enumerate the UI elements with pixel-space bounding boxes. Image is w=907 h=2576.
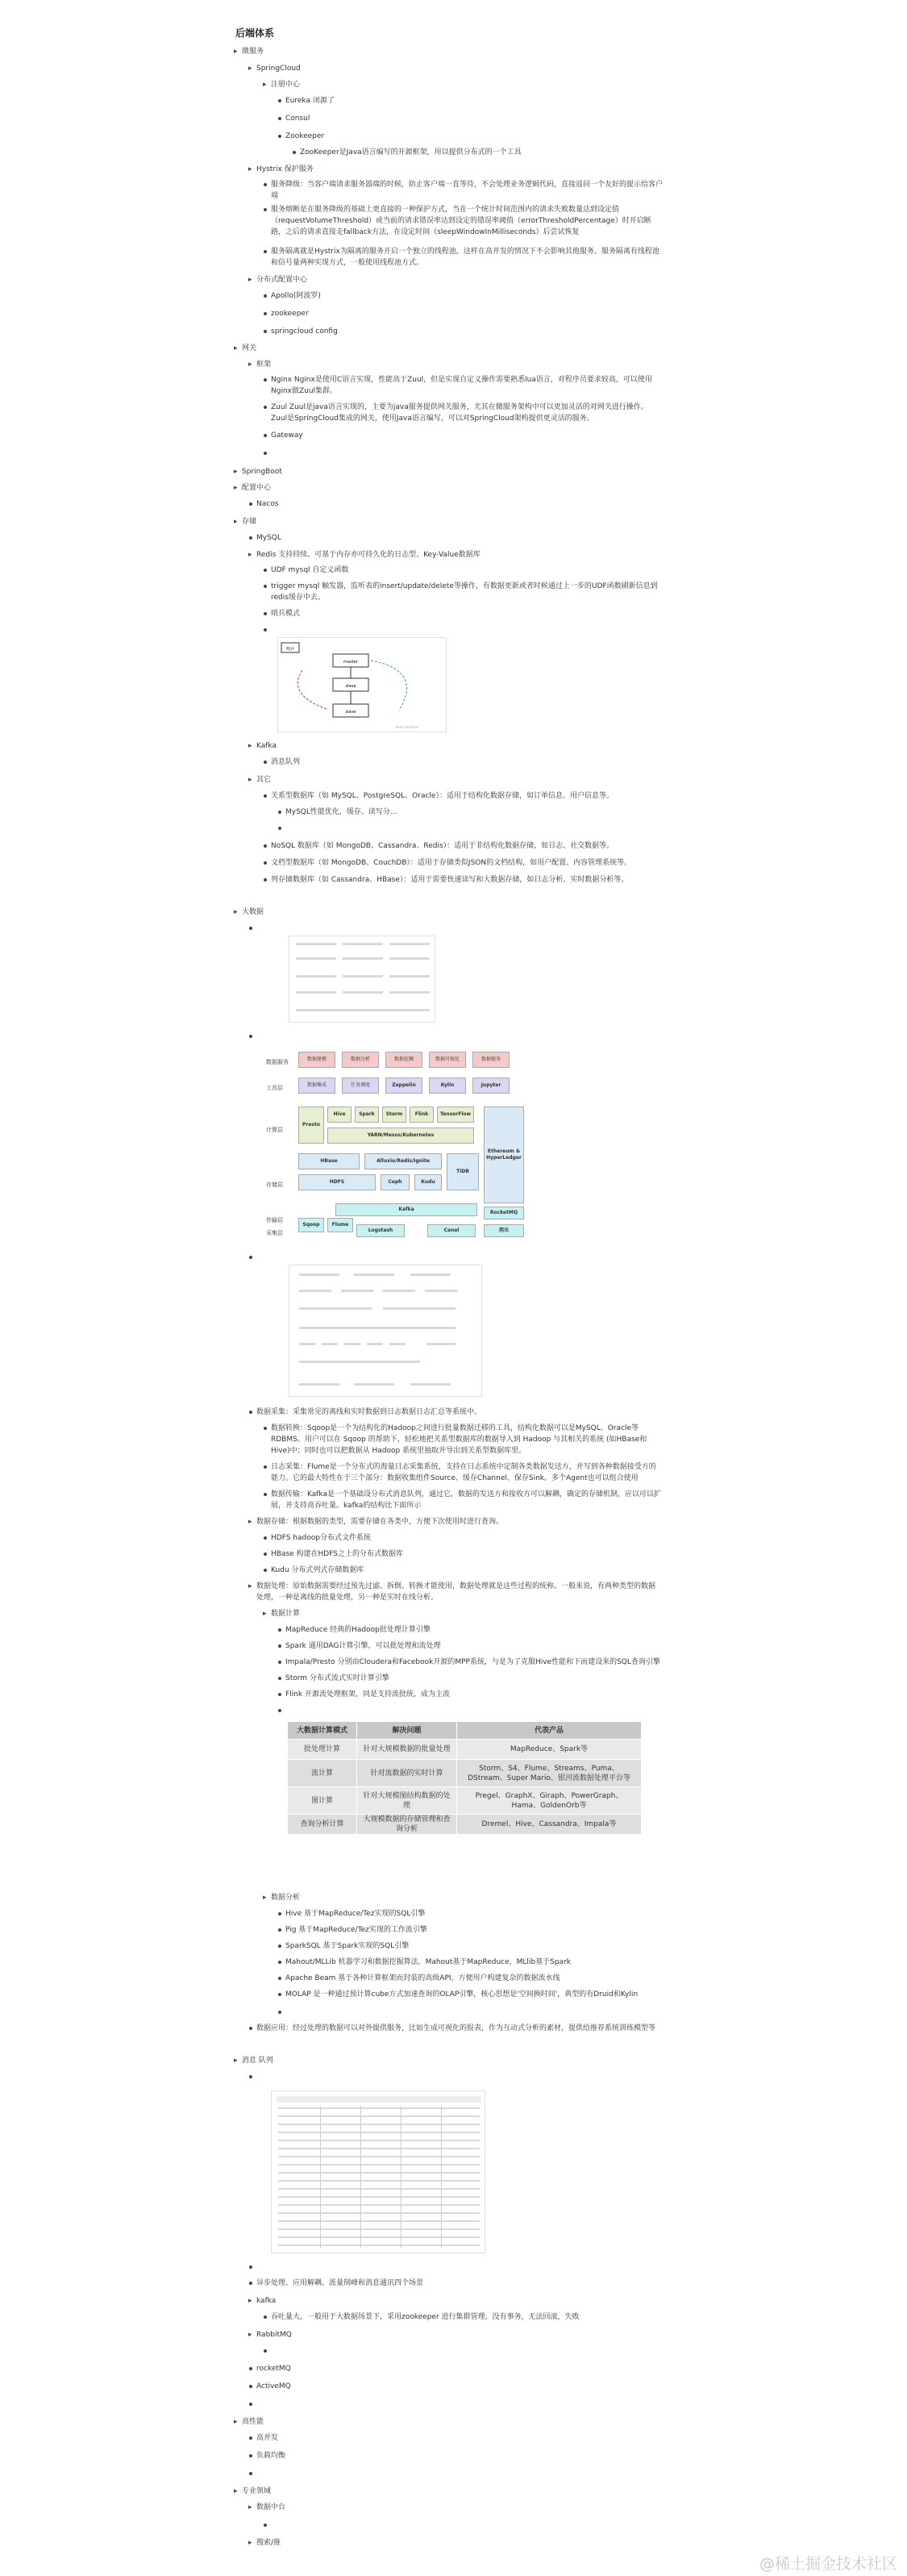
- outline-calc[interactable]: ▸ 数据计算: [271, 1608, 300, 1619]
- collect-box: Sqoop: [298, 1218, 324, 1232]
- replication-line: [371, 661, 406, 711]
- row-label: 采集层: [266, 1230, 283, 1236]
- table-cell: MapReduce、Spark等: [457, 1740, 642, 1760]
- sentinel-svg: [278, 638, 447, 733]
- row-label: 传输层: [266, 1217, 283, 1223]
- list-item: 消息队列: [271, 758, 301, 766]
- redis-sentinel-diagram: [277, 637, 447, 732]
- table-row: [288, 1787, 642, 1815]
- watermark: @稀土掘金技术社区: [759, 2555, 897, 2573]
- bigdata-stack-diagram: [266, 1045, 532, 1244]
- row-label: 数据服务: [266, 1059, 289, 1065]
- outline-redis[interactable]: ▸ Redis 支持持续、可基于内存亦可持久化的日志型、Key-Value数据库: [256, 549, 481, 561]
- storage-box: TiDB: [447, 1153, 479, 1190]
- outline-kafka[interactable]: ▸ Kafka: [256, 740, 277, 752]
- sentinel-label: 哨兵: [285, 647, 295, 652]
- list-item: NoSQL 数据库（如 MongoDB、Cassandra、Redis）：适用于非结构化数据存储，如日志、社交数据等。: [271, 840, 663, 852]
- list-item: Spark 通用DAG计算引擎，可以批处理和流处理: [285, 1642, 441, 1650]
- outline-hystrix[interactable]: ▸ Hystrix 保护服务: [256, 164, 314, 175]
- outline-search[interactable]: ▸ 搜索/推: [256, 2537, 281, 2549]
- outline-storage[interactable]: ▸ 存储: [242, 516, 256, 527]
- table-header: 代表产品: [457, 1722, 642, 1740]
- list-item: zookeeper: [271, 310, 309, 318]
- table-row: [288, 1740, 642, 1760]
- list-item: SparkSQL 基于Spark实现的SQL引擎: [285, 1942, 410, 1950]
- list-item: 文档型数据库（如 MongoDB、CouchDB）：适用于存储类似JSON的文档结构，如用户配置、内容管理系统等。: [271, 857, 663, 869]
- bigdata-architecture-figure: [289, 936, 435, 1023]
- table-cell: 流计算: [288, 1760, 357, 1787]
- caption: Redis Sentinel: [395, 725, 419, 729]
- list-item: Nginx Nginx是使用C语言实现，性能高于Zuul，但是实现自定义操作需要熟悉lua语言，对程序员要求较高，可以使用Nginx做Zuul集群。: [271, 374, 663, 397]
- list-item: MySQL性能优化，缓存、读写分...: [285, 808, 397, 816]
- outline-gateway[interactable]: ▸ 网关: [242, 343, 256, 354]
- chain-box: Ethereum & HyperLedger: [484, 1107, 524, 1203]
- master-label: master: [343, 660, 358, 665]
- list-item: springcloud config: [271, 327, 338, 336]
- list-item: Pig 基于MapReduce/Tez实现的工作流引擎: [285, 1926, 427, 1934]
- tool-box: Zeppelin: [385, 1078, 422, 1094]
- list-item: 吞吐量大，一般用于大数据场景下，采用zookeeper 进行集群管理，没有事务，无法回滚，失败: [271, 2313, 580, 2321]
- list-item: HDFS hadoop分布式文件系统: [271, 1534, 371, 1542]
- outline-cfgcenter[interactable]: ▸ 配置中心: [242, 482, 271, 494]
- service-box: 数据分析: [342, 1052, 379, 1068]
- list-item: 服务熔断是在服务降级的基础上更直接的一种保护方式，当在一个统计时间范围内的请求失败数量达到设定值（requestVolumeThreshold）或当前的请求错误率达到设定的错误率阈值（errorThresholdPercentage）时开启断路，之后的请求直接走fallback方法，在设定时间（sleepWindowInMilliseconds）后尝试恢复: [271, 204, 663, 238]
- list-item: 服务降级：当客户端请求服务器端的时候，防止客户端一直等待，不会处理业务逻辑代码，直接返回一个友好的提示给客户端: [271, 181, 664, 200]
- collect-box: Canal: [427, 1224, 476, 1237]
- storage-box: Alluxio/Redis/Ignite: [364, 1153, 442, 1169]
- list-item: 负载均衡: [256, 2452, 286, 2460]
- outline-kafka2[interactable]: ▸ kafka: [256, 2295, 276, 2307]
- table-cell: 大规模数据的存储管理和查询分析: [357, 1815, 457, 1835]
- compute-box: Spark: [355, 1107, 379, 1123]
- transport-box: Kafka: [335, 1203, 477, 1216]
- outline-rabbitmq[interactable]: ▸ RabbitMQ: [256, 2329, 292, 2340]
- outline-others[interactable]: ▸ 其它: [256, 774, 271, 786]
- compute-box: Flink: [410, 1107, 434, 1123]
- storage-box: HDFS: [298, 1174, 376, 1190]
- list-item: 服务隔离就是Hystrix为隔离的服务开启一个独立的线程池，这样在高并发的情况下不会影响其他服务。服务隔离有线程池和信号量两种实现方式，一般使用线程池方式。: [271, 246, 663, 269]
- table-cell: 针对大规模图结构数据的处理: [357, 1787, 457, 1815]
- list-item: rocketMQ: [256, 2365, 291, 2373]
- compute-box: YARN/Mesos/Kubernetes: [327, 1128, 474, 1144]
- service-box: 数据建模: [298, 1052, 335, 1068]
- outline-config[interactable]: ▸ 分布式配置中心: [256, 274, 307, 286]
- list-item: MapReduce 经典的Hadoop批处理计算引擎: [285, 1626, 431, 1634]
- list-item: Gateway: [271, 431, 303, 440]
- list-item: MySQL: [256, 534, 281, 542]
- list-item: 哨兵模式: [271, 610, 301, 618]
- table-cell: Dremel、Hive、Cassandra、Impala等: [457, 1815, 642, 1835]
- heartbeat-line: [297, 670, 327, 709]
- transport-box: RocketMQ: [484, 1207, 524, 1219]
- outline-pro[interactable]: ▸ 专业领域: [242, 2486, 271, 2497]
- list-item: 列存储数据库（如 Cassandra、HBase）：适用于需要快速读写和大数据存储，如日志分析、实时数据分析等。: [271, 874, 663, 886]
- list-item: 异步处理、应用解耦、流量削峰和消息通讯四个场景: [256, 2279, 424, 2287]
- list-item: Apollo(阿波罗): [271, 292, 321, 300]
- row-label: 存储层: [266, 1182, 283, 1188]
- list-item: 数据传输：Kafka是一个基础设分布式消息队列，通过它，数据的发送方和接收方可以解耦，确定的存储机制，应以可以扩展，并支持高吞吐量。kafka的结构比下面所示: [271, 1490, 661, 1510]
- list-item: Kudu 分布式列式存储数据库: [271, 1566, 364, 1574]
- storage-box: HBase: [298, 1153, 360, 1169]
- list-item: Zuul Zuul是java语言实现的，主要为java服务提供网关服务，尤其在微服务架构中可以更加灵活的对网关进行操作。Zuul是SpringCloud集成的网关，使用Java语言编写，可以对SpringCloud架构提供更灵活的服务。: [271, 402, 663, 424]
- outline-dataplat[interactable]: ▸ 数据中台: [256, 2502, 285, 2513]
- list-item: trigger mysql 触发器，监听表的insert/update/delete等操作，有数据更新或者时候通过上一步的UDF函数刷新信息到redis缓存中去。: [271, 581, 663, 603]
- list-item: Zookeeper: [285, 132, 325, 140]
- list-item: Consul: [285, 115, 310, 123]
- list-item: 高并发: [256, 2434, 279, 2442]
- compute-box: TensorFlow: [437, 1107, 474, 1123]
- outline-store[interactable]: ▸ 数据存储：根据数据的类型，需要存储在各类中，方便下次使用时进行查询。: [256, 1516, 503, 1528]
- outline-springcloud[interactable]: ▸ SpringCloud: [256, 63, 301, 74]
- table-header: 解决问题: [357, 1722, 457, 1740]
- tool-box: Jupyter: [472, 1078, 510, 1094]
- tool-box: Kylin: [429, 1078, 466, 1094]
- list-item: Nacos: [256, 500, 279, 508]
- table-row: [288, 1815, 642, 1835]
- row-label: 工具层: [266, 1085, 283, 1091]
- page-title: 后端体系: [235, 27, 275, 39]
- list-item: 数据转换：Sqoop是一个为结构化的Hadoop之间进行批量数据迁移的工具，结构化数据可以是MySQL、Oracle等RDBMS。用户可以在 Sqoop 的帮助下，轻松地把关系型数据库的数据导入到 Hadoop 与其相关的系统 (如HBase和Hive)中；同时也可以把数据从 Hadoop 系统里抽取并导出到关系型数据库里。: [271, 1423, 663, 1457]
- outline-gw-frame[interactable]: ▸ 框架: [256, 359, 271, 370]
- list-item: Mahout/MLLib 机器学习和数据挖掘算法，Mahout基于MapReduce，MLlib基于Spark: [285, 1958, 571, 1966]
- collect-box: Logstash: [356, 1224, 405, 1237]
- list-item: Hive 基于MapReduce/Tez实现的SQL引擎: [285, 1910, 426, 1918]
- table-cell: 针对流数据的实时计算: [357, 1760, 457, 1787]
- slave-label: slave: [345, 710, 356, 715]
- collect-box: Flume: [327, 1218, 353, 1232]
- list-item: Flink 开源流处理框架，同是支持流批统，成为主流: [285, 1690, 450, 1699]
- table-header-row: [288, 1722, 642, 1740]
- table-cell: 图计算: [288, 1787, 357, 1815]
- tool-box: 数据集成: [298, 1078, 335, 1094]
- outline-mqueue[interactable]: ▸ 消息 队列: [242, 2055, 273, 2066]
- list-item: 关系型数据库（如 MySQL、PostgreSQL、Oracle）：适用于结构化数据存储，如订单信息、用户信息等。: [271, 790, 663, 802]
- outline-registry[interactable]: ▸ 注册中心: [271, 79, 300, 90]
- collect-box: 爬虫: [484, 1224, 524, 1237]
- tool-box: 任务调度: [342, 1078, 379, 1094]
- service-box: 数据服务: [472, 1052, 510, 1068]
- table-cell: Pregel、GraphX、Giraph、PowerGraph、Hama、GoldenOrb等: [457, 1787, 642, 1815]
- table-cell: 查询分析计算: [288, 1815, 357, 1835]
- table-cell: Storm、S4、Flume、Streams、Puma、DStream、Super Mario、银河流数据处理平台等: [457, 1760, 642, 1787]
- table-row: [288, 1760, 642, 1787]
- list-item: UDF mysql 自定义函数: [271, 566, 349, 574]
- outline-microservice[interactable]: ▸ 微服务: [242, 46, 264, 57]
- list-item: ActiveMQ: [256, 2382, 291, 2391]
- service-box: 数据可视化: [429, 1052, 466, 1068]
- outline-analysis[interactable]: ▸ 数据分析: [271, 1892, 300, 1903]
- table-cell: 批处理计算: [288, 1740, 357, 1760]
- compute-mode-table: [287, 1721, 642, 1835]
- list-item: 数据应用：经过处理的数据可以对外提供服务，比如生成可视化的报表，作为互动式分析的素材，提供给推荐系统训练模型等: [256, 2023, 659, 2034]
- service-box: 数据挖掘: [385, 1052, 422, 1068]
- table-cell: 针对大规模数据的批量处理: [357, 1740, 457, 1760]
- compute-box: Hive: [327, 1107, 352, 1123]
- outline-concurrency[interactable]: ▸ 高性能: [242, 2416, 264, 2428]
- table-header: 大数据计算模式: [288, 1722, 357, 1740]
- slave-label: slave: [345, 684, 356, 689]
- list-item: Apache Beam 基于各种计算框架而封装的高级API，方便用户构建复杂的数据流水线: [285, 1974, 560, 1982]
- compute-box: Storm: [382, 1107, 406, 1123]
- list-item: MOLAP 是一种通过预计算cube方式加速查询的OLAP引擎，核心思想是'空间换时间'，典型的有Druid和Kylin: [285, 1989, 656, 2000]
- outline-process[interactable]: ▸ 数据处理：原始数据需要经过预先过滤、拆倒、转换才能使用，数据处理就是这些过程的统称。一般来说，有两种类型的数据处理，一种是离线的批量处理，另一种是实时在线分析。: [256, 1581, 659, 1603]
- outline-bigdata[interactable]: ▸ 大数据: [242, 907, 264, 918]
- list-item: HBase 构建在HDFS之上的分布式数据库: [271, 1550, 403, 1558]
- list-item: Impala/Presto 分别由Cloudera和Facebook开源的MPP系统，与是为了克服Hive性能和下而建设来的SQL查询引擎: [285, 1658, 660, 1666]
- list-item: Storm 分布式流式实时计算引擎: [285, 1674, 389, 1682]
- list-item: 日志采集：Flume是一个分布式的海量日志采集系统，支持在日志系统中定制各类数据发送方，并写到各种数据接受方的能力。它的最大特性在于三个部分：数据收集组件Source、缓存Channel、保存Sink。多个Agent也可以组合使用: [271, 1461, 663, 1484]
- data-platform-figure: [289, 1265, 482, 1397]
- storage-box: Kudu: [414, 1174, 442, 1190]
- list-item: ZooKeeper是Java语言编写的开源框架，用以提供分布式的一个工具: [300, 148, 522, 156]
- outline-springboot[interactable]: ▸ SpringBoot: [242, 466, 282, 477]
- mq-comparison-figure: [271, 2090, 485, 2253]
- storage-box: Ceph: [381, 1174, 410, 1190]
- compute-box: Presto: [298, 1107, 324, 1144]
- list-item: 数据采集：采集常见的离线和实时数据到日志数据日志汇总等系统中。: [256, 1408, 482, 1416]
- row-label: 计算层: [266, 1127, 283, 1133]
- list-item: Eureka 闭源了: [285, 97, 335, 105]
